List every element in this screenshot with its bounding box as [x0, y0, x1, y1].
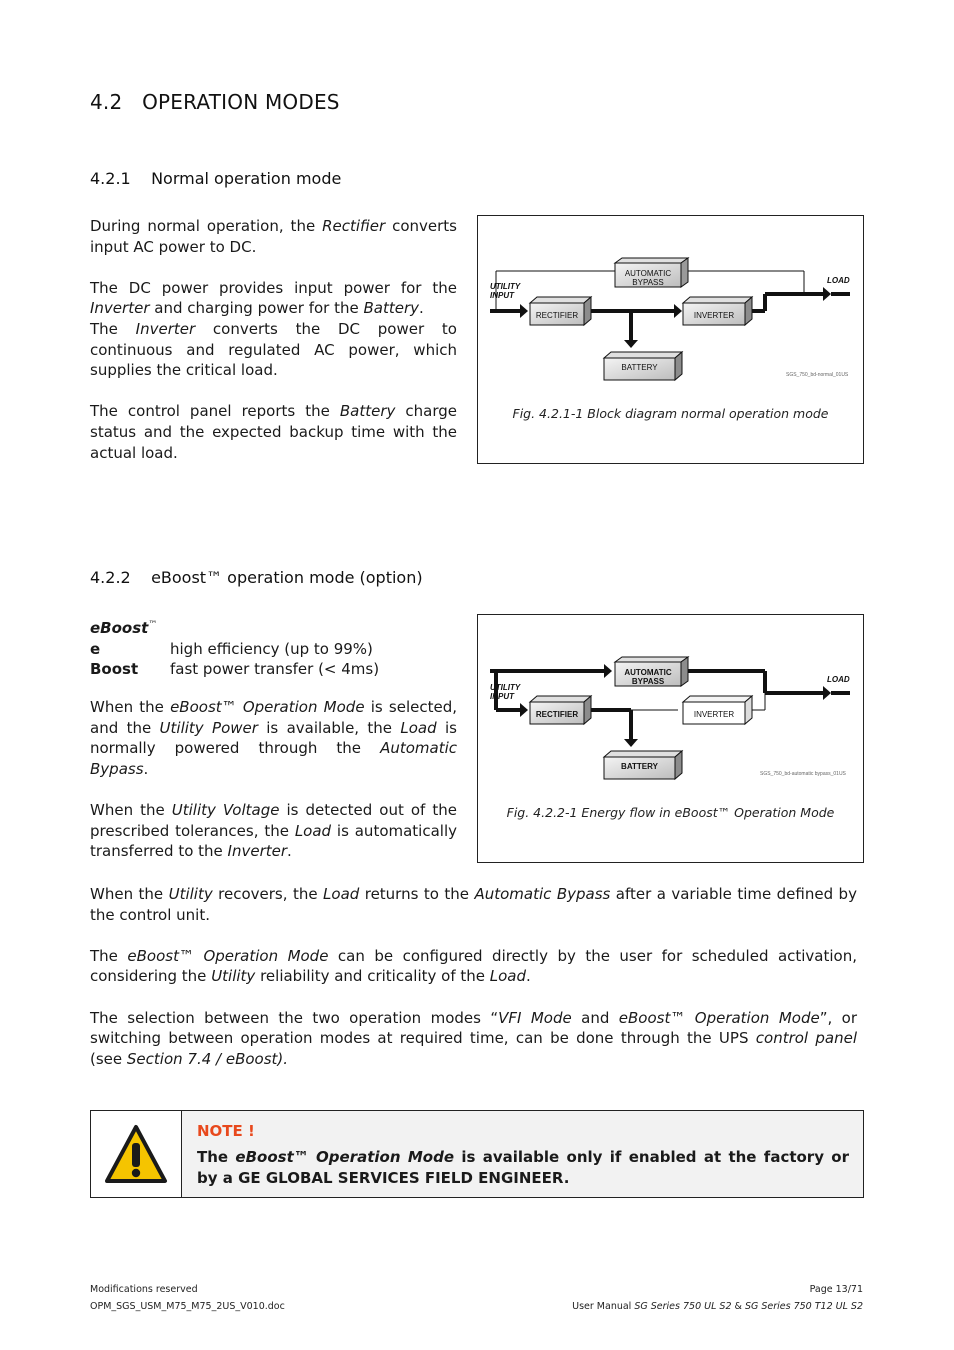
- figure-caption: Fig. 4.2.1-1 Block diagram normal operation mode: [512, 406, 829, 421]
- footer-manual-title: User Manual SG Series 750 UL S2 & SG Series 750 T12 UL S2: [572, 1301, 863, 1312]
- italic-term: Inverter: [90, 299, 150, 318]
- block-diagram-normal: [478, 216, 863, 463]
- battery-label: BATTERY: [621, 363, 658, 372]
- load-label: LOAD: [827, 276, 850, 285]
- italic-term: eBoost™ Operation Mode: [170, 698, 365, 716]
- definition-row: e high efficiency (up to 99%): [90, 639, 373, 658]
- definition-row: Boost fast power transfer (< 4ms): [90, 660, 380, 679]
- italic-term: Inverter: [135, 319, 196, 338]
- battery-label: BATTERY: [621, 762, 658, 771]
- italic-term: Automatic Bypass: [474, 885, 611, 903]
- italic-term: eBoost™ Operation Mode: [618, 1008, 820, 1027]
- note-title: NOTE !: [197, 1122, 255, 1140]
- italic-term: Automatic Bypass: [90, 739, 457, 778]
- eboost-mode-text: [90, 697, 457, 862]
- italic-term: Utility Voltage: [171, 800, 280, 819]
- figure-code: SGS_750_bd-normal_01US: [786, 372, 849, 378]
- italic-term: Load: [294, 821, 332, 840]
- italic-term: VFI Mode: [498, 1008, 572, 1027]
- italic-term: Utility Power: [159, 718, 258, 737]
- paragraph: The selection between the two operation modes “VFI Mode and eBoost™ Operation Mode”, or switching between operation modes at required time, can be done through the UPS control panel (see Section 7.4 / eBoost).: [90, 1008, 857, 1068]
- subsection-heading-eboost: 4.2.2 eBoost™ operation mode (option): [90, 568, 423, 587]
- paragraph: The control panel reports the Battery charge status and the expected backup time with the actual load.: [90, 402, 457, 462]
- italic-term: Load: [489, 967, 527, 986]
- italic-term: SG Series 750 T12 UL S2: [744, 1301, 863, 1312]
- paragraph: When the Utility recovers, the Load returns to the Automatic Bypass after a variable time defined by the control unit.: [90, 885, 857, 924]
- italic-term: Section 7.4 / eBoost).: [126, 1049, 289, 1068]
- eboost-definitions: eBoost™ e high efficiency (up to 99%) Boost fast power transfer (< 4ms): [90, 615, 457, 680]
- note-icon-cell: [91, 1111, 182, 1197]
- inverter-label: INVERTER: [693, 311, 735, 320]
- utility-input-label: UTILITY INPUT: [490, 683, 521, 701]
- warning-icon: [103, 1123, 169, 1185]
- inverter-label: INVERTER: [693, 710, 735, 719]
- paragraph: The DC power provides input power for the Inverter and charging power for the Battery.: [90, 278, 457, 318]
- normal-mode-text: [90, 216, 457, 463]
- italic-term: Inverter: [227, 842, 288, 861]
- italic-term: Utility: [211, 967, 256, 986]
- italic-term: Rectifier: [322, 217, 386, 235]
- rectifier-label: RECTIFIER: [535, 710, 579, 719]
- footer-left-line1: Modifications reserved: [90, 1284, 198, 1295]
- italic-term: Battery: [363, 299, 420, 318]
- footer-left-line2: OPM_SGS_USM_M75_M75_2US_V010.doc: [90, 1301, 285, 1312]
- automatic-bypass-label: AUTOMATIC BYPASS: [624, 668, 672, 686]
- note-box: [90, 1110, 864, 1198]
- footer-page-number: Page 13/71: [809, 1284, 863, 1295]
- italic-term: Battery: [339, 402, 396, 421]
- paragraph: The Inverter converts the DC power to continuous and regulated AC power, which supplies the critical load.: [90, 319, 457, 380]
- italic-term: eBoost™ Operation Mode: [127, 946, 329, 965]
- rectifier-label: RECTIFIER: [535, 311, 579, 320]
- note-text: The eBoost™ Operation Mode is available only if enabled at the factory or by a GE GLOBAL SERVICES FIELD ENGINEER.: [197, 1148, 850, 1187]
- eboost-wide-text: [90, 884, 857, 1069]
- figure-eboost-operation: [477, 614, 864, 863]
- paragraph: During normal operation, the Rectifier converts input AC power to DC.: [90, 217, 457, 256]
- utility-input-label: UTILITY INPUT: [490, 282, 521, 300]
- section-heading: 4.2 OPERATION MODES: [90, 90, 340, 114]
- figure-normal-operation: [477, 215, 864, 464]
- italic-term: SG Series 750 UL S2: [634, 1301, 732, 1312]
- paragraph: The eBoost™ Operation Mode can be configured directly by the user for scheduled activation, considering the Utility reliability and criticality of the Load.: [90, 946, 857, 986]
- italic-term: Load: [323, 885, 360, 903]
- automatic-bypass-label: AUTOMATIC BYPASS: [624, 269, 672, 287]
- load-label: LOAD: [827, 675, 850, 684]
- paragraph: When the Utility Voltage is detected out of the prescribed tolerances, the Load is automatically transferred to the Inverter.: [90, 800, 458, 861]
- italic-term: eBoost™ Operation Mode: [235, 1148, 455, 1166]
- italic-term: Load: [400, 718, 437, 737]
- italic-term: control panel: [755, 1029, 857, 1048]
- block-diagram-eboost: [478, 615, 863, 862]
- figure-code: SGS_750_bd-automatic bypass_01US: [760, 771, 846, 777]
- subsection-heading-normal: 4.2.1 Normal operation mode: [90, 169, 342, 188]
- italic-term: Utility: [168, 885, 213, 903]
- figure-caption: Fig. 4.2.2-1 Energy flow in eBoost™ Operation Mode: [506, 805, 835, 820]
- paragraph: When the eBoost™ Operation Mode is selected, and the Utility Power is available, the Load is normally powered through the Automatic Bypass.: [90, 698, 457, 778]
